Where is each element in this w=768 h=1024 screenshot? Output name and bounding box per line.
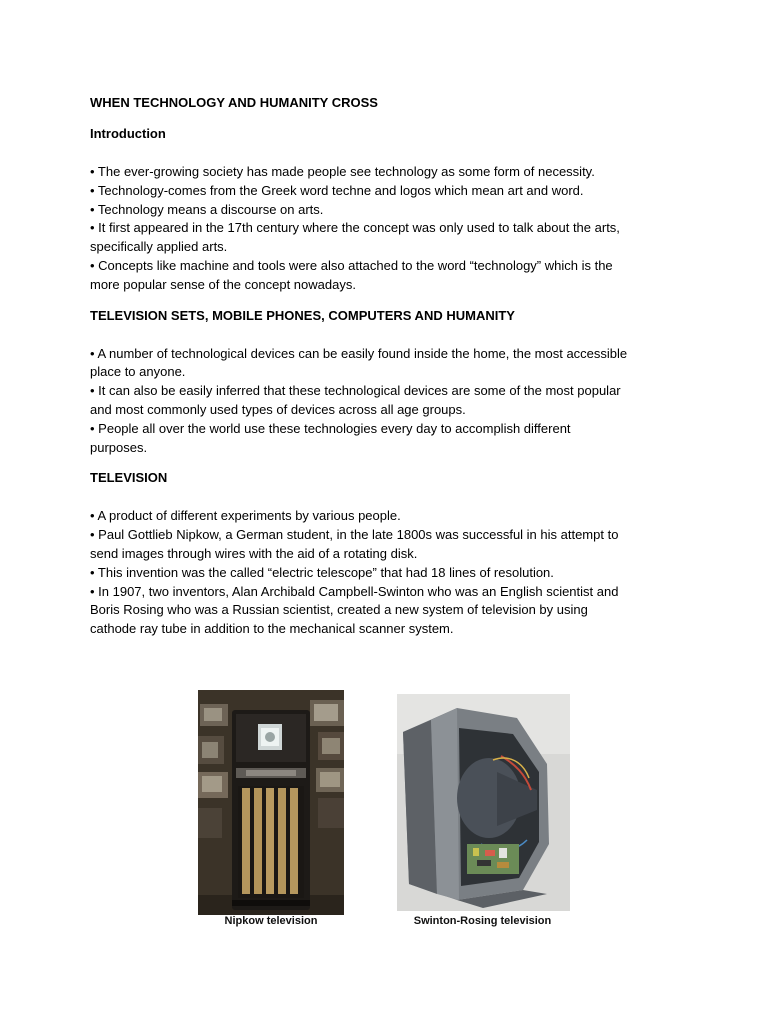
list-item: • Concepts like machine and tools were also attached to the word “technology” which is the more popular sense of the concept nowadays. [90,257,613,292]
figure-nipkow [198,690,344,930]
television-bullet-list [90,507,630,639]
list-item: • It first appeared in the 17th century where the concept was only used to talk about the arts, specifically applied arts. [90,220,620,255]
list-item: • Technology means a discourse on arts. [90,201,324,217]
list-item: • Paul Gottlieb Nipkow, a German student, in the late 1800s was successful in his attempt to send images through wires with the aid of a rotating disk. [90,527,619,561]
figure-caption: Nipkow television [224,915,318,927]
list-item: • A number of technological devices can be easily found inside the home, the most accessible place to anyone. [90,345,628,380]
list-item: • This invention was the called “electric telescope” that had 18 lines of resolution. [90,564,554,580]
devices-bullet-list [90,345,630,458]
list-item: • It can also be easily inferred that these technological devices are some of the most popular and most commonly used types of devices across all age groups. [90,383,621,417]
introduction-bullet-list [90,163,630,295]
list-item: • The ever-growing society has made people see technology as some form of necessity. [90,164,595,179]
nipkow-television-photo [198,690,344,915]
list-item: • People all over the world use these technologies every day to accomplish different purposes. [90,420,571,455]
section-heading-introduction: Introduction [90,126,166,141]
crt-television-cutaway-photo [397,694,570,911]
list-item: • Technology-comes from the Greek word techne and logos which mean art and word. [90,182,584,198]
document-page [90,94,630,639]
section-heading-television: TELEVISION [90,470,168,486]
list-item: • A product of different experiments by various people. [90,508,401,524]
document-title: WHEN TECHNOLOGY AND HUMANITY CROSS [90,95,378,110]
list-item: • In 1907, two inventors, Alan Archibald Campbell-Swinton who was an English scientist and Boris Rosing who was a Russian scientist, created a new system of television by using cathode ray tube in addition to the mechanical scanner system. [90,583,619,637]
figure-swinton-rosing [395,694,570,930]
figure-caption: Swinton-Rosing television [413,915,552,927]
section-heading-devices: TELEVISION SETS, MOBILE PHONES, COMPUTERS AND HUMANITY [90,307,515,323]
